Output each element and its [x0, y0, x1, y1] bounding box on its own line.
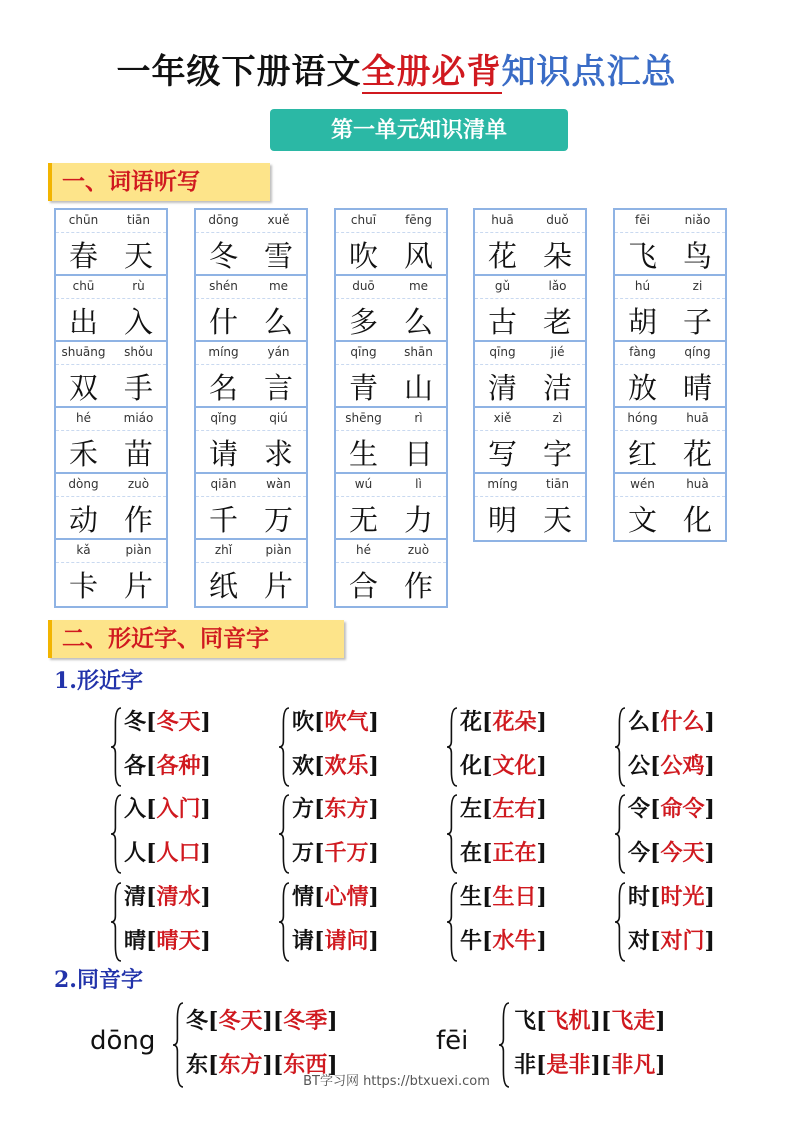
- vocab-character: 入: [123, 305, 153, 339]
- vocab-word: [336, 540, 446, 606]
- vocab-character: 么: [263, 305, 293, 339]
- vocab-character: 言: [263, 371, 293, 405]
- homophone-pinyin: dōng: [90, 1026, 156, 1056]
- vocab-pinyin: fēng: [405, 213, 432, 227]
- example-word: 飞机: [546, 1008, 591, 1034]
- similar-line: 公[公鸡]: [628, 753, 715, 779]
- vocab-character: 洁: [542, 371, 572, 405]
- example-word: 飞走: [611, 1008, 656, 1034]
- vocab-pinyin: wàn: [266, 477, 291, 491]
- vocab-pinyin: lǎo: [548, 279, 567, 293]
- homophone-pinyin: fēi: [436, 1026, 469, 1056]
- vocab-pinyin: míng: [487, 477, 518, 491]
- vocab-character: 纸: [208, 569, 238, 603]
- vocab-character: 求: [263, 437, 293, 471]
- vocab-character: 朵: [542, 239, 572, 273]
- vocab-pinyin: shén: [209, 279, 238, 293]
- similar-line: 在[正在]: [460, 840, 547, 866]
- vocab-character: 红: [627, 437, 657, 471]
- vocab-pinyin: yán: [267, 345, 290, 359]
- vocab-pinyin: chūn: [68, 213, 99, 227]
- vocab-word: [615, 276, 725, 342]
- vocab-pinyin: chuī: [350, 213, 377, 227]
- similar-line: 左[左右]: [460, 796, 547, 822]
- vocab-pinyin: miáo: [123, 411, 154, 425]
- vocab-word: [475, 210, 585, 276]
- vocab-word: [475, 342, 585, 408]
- vocab-character: 鸟: [682, 239, 712, 273]
- brace-icon: [614, 794, 624, 874]
- base-character: 在: [460, 840, 483, 866]
- vocab-character: 出: [68, 305, 98, 339]
- vocab-pinyin: me: [268, 279, 289, 293]
- example-word: 晴天: [156, 928, 201, 954]
- similar-pair: [278, 705, 408, 793]
- vocab-character: 字: [542, 437, 572, 471]
- vocab-pinyin: fàng: [629, 345, 656, 359]
- vocab-character: 天: [542, 503, 572, 537]
- similar-line: 情[心情]: [292, 884, 379, 910]
- example-word: 非凡: [611, 1052, 656, 1078]
- similar-line: 方[东方]: [292, 796, 379, 822]
- vocab-pinyin: zuò: [407, 543, 430, 557]
- vocab-pinyin: kǎ: [76, 543, 91, 557]
- vocab-pinyin: qiú: [269, 411, 288, 425]
- vocab-character: 文: [627, 503, 657, 537]
- vocab-word: [196, 540, 306, 606]
- similar-line: 万[千万]: [292, 840, 379, 866]
- title-part-1: 一年级下册语文: [116, 52, 362, 92]
- similar-line: 入[入门]: [124, 796, 211, 822]
- unit-banner: 第一单元知识清单: [270, 109, 568, 151]
- similar-line: 今[今天]: [628, 840, 715, 866]
- brace-icon: [614, 707, 624, 787]
- vocab-pinyin: hé: [356, 543, 371, 557]
- example-word: 时光: [660, 884, 705, 910]
- vocab-pinyin: me: [408, 279, 429, 293]
- vocab-character: 明: [487, 503, 517, 537]
- example-word: 千万: [324, 840, 369, 866]
- vocab-character: 青: [348, 371, 378, 405]
- vocab-pinyin: xiě: [493, 411, 512, 425]
- vocab-word: [56, 276, 166, 342]
- brace-icon: [278, 707, 288, 787]
- base-character: 非: [514, 1052, 537, 1078]
- vocab-pinyin: hú: [634, 279, 651, 293]
- similar-line: 牛[水牛]: [460, 928, 547, 954]
- vocab-character: 化: [682, 503, 712, 537]
- vocab-character: 花: [682, 437, 712, 471]
- vocab-pinyin: duǒ: [546, 213, 569, 227]
- vocab-pinyin: qīng: [489, 345, 516, 359]
- brace-icon: [614, 882, 624, 962]
- vocab-column: [473, 208, 587, 542]
- vocab-word: [56, 474, 166, 540]
- similar-line: 请[请问]: [292, 928, 379, 954]
- vocab-column: [54, 208, 168, 608]
- vocab-character: 千: [208, 503, 238, 537]
- vocab-word: [475, 408, 585, 474]
- similar-line: 么[什么]: [628, 709, 715, 735]
- vocab-character: 春: [68, 239, 98, 273]
- similar-line: 各[各种]: [124, 753, 211, 779]
- title-part-2: 全册必背: [361, 52, 502, 92]
- vocab-pinyin: wú: [354, 477, 373, 491]
- vocab-word: [336, 342, 446, 408]
- example-word: 入门: [156, 796, 201, 822]
- vocab-pinyin: qīng: [350, 345, 377, 359]
- example-word: 花朵: [492, 709, 537, 735]
- vocab-pinyin: wén: [630, 477, 655, 491]
- example-word: 欢乐: [324, 753, 369, 779]
- vocab-pinyin: shān: [404, 345, 433, 359]
- vocab-word: [336, 210, 446, 276]
- brace-icon: [110, 882, 120, 962]
- example-word: 请问: [324, 928, 369, 954]
- similar-pair: [110, 705, 240, 793]
- similar-line: 晴[晴天]: [124, 928, 211, 954]
- example-word: 心情: [324, 884, 369, 910]
- example-word: 各种: [156, 753, 201, 779]
- vocab-pinyin: qiān: [210, 477, 237, 491]
- vocab-pinyin: dòng: [68, 477, 99, 491]
- vocab-character: 写: [487, 437, 517, 471]
- vocab-character: 雪: [263, 239, 293, 273]
- vocab-character: 古: [487, 305, 517, 339]
- base-character: 吹: [292, 709, 315, 735]
- vocab-pinyin: zi: [692, 279, 703, 293]
- vocab-word: [196, 276, 306, 342]
- vocab-word: [336, 408, 446, 474]
- example-word: 公鸡: [660, 753, 705, 779]
- similar-line: 时[时光]: [628, 884, 715, 910]
- example-word: 对门: [660, 928, 705, 954]
- vocab-pinyin: huā: [491, 213, 514, 227]
- vocab-pinyin: tiān: [127, 213, 150, 227]
- similar-line: 欢[欢乐]: [292, 753, 379, 779]
- brace-icon: [278, 794, 288, 874]
- vocab-pinyin: chū: [72, 279, 95, 293]
- brace-icon: [446, 882, 456, 962]
- base-character: 对: [628, 928, 651, 954]
- vocab-pinyin: huā: [686, 411, 709, 425]
- similar-line: 清[清水]: [124, 884, 211, 910]
- base-character: 时: [628, 884, 651, 910]
- vocab-character: 吹: [348, 239, 378, 273]
- vocab-character: 晴: [682, 371, 712, 405]
- vocab-pinyin: rù: [132, 279, 145, 293]
- vocab-word: [615, 342, 725, 408]
- base-character: 入: [124, 796, 147, 822]
- brace-icon: [446, 794, 456, 874]
- vocab-word: [475, 276, 585, 342]
- vocab-character: 合: [348, 569, 378, 603]
- vocab-character: 禾: [68, 437, 98, 471]
- base-character: 情: [292, 884, 315, 910]
- vocab-pinyin: shuāng: [61, 345, 106, 359]
- vocab-character: 生: [348, 437, 378, 471]
- example-word: 是非: [546, 1052, 591, 1078]
- vocab-word: [56, 210, 166, 276]
- vocab-pinyin: shēng: [345, 411, 382, 425]
- example-word: 东方: [218, 1052, 263, 1078]
- similar-pair: [278, 792, 408, 880]
- vocab-word: [56, 408, 166, 474]
- example-word: 人口: [156, 840, 201, 866]
- vocab-character: 作: [403, 569, 433, 603]
- vocab-pinyin: míng: [208, 345, 239, 359]
- similar-line: 令[命令]: [628, 796, 715, 822]
- brace-icon: [110, 707, 120, 787]
- vocab-character: 双: [68, 371, 98, 405]
- base-character: 生: [460, 884, 483, 910]
- base-character: 么: [628, 709, 651, 735]
- vocab-character: 作: [123, 503, 153, 537]
- footer-watermark: BT学习网 https://btxuexi.com: [303, 1074, 490, 1089]
- vocab-pinyin: fēi: [635, 213, 650, 227]
- example-word: 正在: [492, 840, 537, 866]
- vocab-pinyin: piàn: [265, 543, 292, 557]
- base-character: 人: [124, 840, 147, 866]
- vocab-word: [196, 474, 306, 540]
- base-character: 化: [460, 753, 483, 779]
- base-character: 欢: [292, 753, 315, 779]
- similar-pair: [446, 705, 576, 793]
- vocab-column: [334, 208, 448, 608]
- vocab-pinyin: tiān: [546, 477, 569, 491]
- vocab-pinyin: niǎo: [684, 213, 711, 227]
- vocab-character: 请: [208, 437, 238, 471]
- similar-line: 化[文化]: [460, 753, 547, 779]
- base-character: 晴: [124, 928, 147, 954]
- vocab-word: [615, 210, 725, 276]
- vocab-word: [56, 342, 166, 408]
- vocab-character: 万: [263, 503, 293, 537]
- vocab-word: [615, 474, 725, 540]
- vocab-character: 花: [487, 239, 517, 273]
- vocab-character: 片: [263, 569, 293, 603]
- base-character: 左: [460, 796, 483, 822]
- similar-pair: [278, 880, 408, 968]
- base-character: 清: [124, 884, 147, 910]
- brace-icon: [278, 882, 288, 962]
- base-character: 牛: [460, 928, 483, 954]
- example-word: 水牛: [492, 928, 537, 954]
- vocab-pinyin: rì: [414, 411, 423, 425]
- base-character: 请: [292, 928, 315, 954]
- base-character: 公: [628, 753, 651, 779]
- subheading-homophones: 2.同音字: [54, 967, 143, 993]
- vocab-character: 风: [403, 239, 433, 273]
- base-character: 方: [292, 796, 315, 822]
- vocab-pinyin: xuě: [267, 213, 290, 227]
- example-word: 今天: [660, 840, 705, 866]
- vocab-character: 苗: [123, 437, 153, 471]
- homophone-line: 飞[飞机][飞走]: [514, 1008, 666, 1034]
- similar-pair: [446, 792, 576, 880]
- vocab-character: 片: [123, 569, 153, 603]
- vocab-character: 山: [403, 371, 433, 405]
- similar-line: 冬[冬天]: [124, 709, 211, 735]
- vocab-word: [56, 540, 166, 606]
- vocab-character: 么: [403, 305, 433, 339]
- subheading-similar-characters: 1.形近字: [54, 668, 143, 694]
- vocab-word: [615, 408, 725, 474]
- base-character: 东: [186, 1052, 209, 1078]
- example-word: 冬天: [156, 709, 201, 735]
- vocab-pinyin: hé: [76, 411, 91, 425]
- example-word: 吹气: [324, 709, 369, 735]
- base-character: 各: [124, 753, 147, 779]
- base-character: 令: [628, 796, 651, 822]
- brace-icon: [110, 794, 120, 874]
- base-character: 花: [460, 709, 483, 735]
- vocab-character: 老: [542, 305, 572, 339]
- vocab-word: [475, 474, 585, 540]
- section-heading-similar-homophone: 二、形近字、同音字: [48, 620, 344, 658]
- similar-line: 花[花朵]: [460, 709, 547, 735]
- vocab-character: 清: [487, 371, 517, 405]
- vocab-character: 胡: [627, 305, 657, 339]
- vocab-pinyin: shǒu: [124, 345, 153, 359]
- example-word: 命令: [660, 796, 705, 822]
- vocab-pinyin: dōng: [208, 213, 239, 227]
- base-character: 飞: [514, 1008, 537, 1034]
- similar-line: 吹[吹气]: [292, 709, 379, 735]
- vocab-pinyin: hóng: [627, 411, 658, 425]
- example-word: 左右: [492, 796, 537, 822]
- base-character: 冬: [186, 1008, 209, 1034]
- vocab-pinyin: piàn: [125, 543, 152, 557]
- vocab-word: [336, 474, 446, 540]
- vocab-pinyin: huà: [686, 477, 709, 491]
- vocab-character: 动: [68, 503, 98, 537]
- vocab-column: [194, 208, 308, 608]
- vocab-character: 飞: [627, 239, 657, 273]
- section-heading-vocabulary: 一、词语听写: [48, 163, 270, 201]
- vocab-column: [613, 208, 727, 542]
- homophone-line: 东[东方][东西]: [186, 1052, 338, 1078]
- brace-icon: [446, 707, 456, 787]
- vocab-character: 子: [682, 305, 712, 339]
- title-part-3: 知识点汇总: [501, 52, 677, 92]
- similar-line: 生[生日]: [460, 884, 547, 910]
- vocab-character: 卡: [68, 569, 98, 603]
- similar-pair: [614, 792, 744, 880]
- similar-pair: [614, 880, 744, 968]
- vocab-character: 天: [123, 239, 153, 273]
- vocab-word: [196, 342, 306, 408]
- base-character: 万: [292, 840, 315, 866]
- example-word: 什么: [660, 709, 705, 735]
- vocab-pinyin: gǔ: [494, 279, 511, 293]
- vocab-pinyin: zhǐ: [214, 543, 233, 557]
- vocab-word: [336, 276, 446, 342]
- vocab-character: 什: [208, 305, 238, 339]
- vocab-pinyin: duō: [352, 279, 375, 293]
- example-word: 清水: [156, 884, 201, 910]
- vocab-pinyin: qǐng: [210, 411, 237, 425]
- similar-pair: [110, 880, 240, 968]
- example-word: 生日: [492, 884, 537, 910]
- example-word: 东方: [324, 796, 369, 822]
- vocab-character: 力: [403, 503, 433, 537]
- vocab-character: 多: [348, 305, 378, 339]
- base-character: 今: [628, 840, 651, 866]
- vocab-word: [196, 408, 306, 474]
- vocab-pinyin: zì: [552, 411, 563, 425]
- example-word: 冬天: [218, 1008, 263, 1034]
- homophone-line: 非[是非][非凡]: [514, 1052, 666, 1078]
- vocab-pinyin: jié: [550, 345, 565, 359]
- base-character: 冬: [124, 709, 147, 735]
- similar-line: 对[对门]: [628, 928, 715, 954]
- vocab-character: 放: [627, 371, 657, 405]
- vocab-character: 日: [403, 437, 433, 471]
- vocab-character: 冬: [208, 239, 238, 273]
- example-word: 冬季: [283, 1008, 328, 1034]
- vocab-pinyin: qíng: [684, 345, 711, 359]
- page-title: [0, 44, 793, 93]
- vocab-character: 无: [348, 503, 378, 537]
- similar-line: 人[人口]: [124, 840, 211, 866]
- similar-pair: [614, 705, 744, 793]
- example-word: 文化: [492, 753, 537, 779]
- vocab-pinyin: lì: [415, 477, 422, 491]
- vocab-pinyin: zuò: [127, 477, 150, 491]
- similar-pair: [110, 792, 240, 880]
- example-word: 东西: [283, 1052, 328, 1078]
- vocab-character: 手: [123, 371, 153, 405]
- vocab-character: 名: [208, 371, 238, 405]
- vocab-word: [196, 210, 306, 276]
- homophone-line: 冬[冬天][冬季]: [186, 1008, 338, 1034]
- similar-pair: [446, 880, 576, 968]
